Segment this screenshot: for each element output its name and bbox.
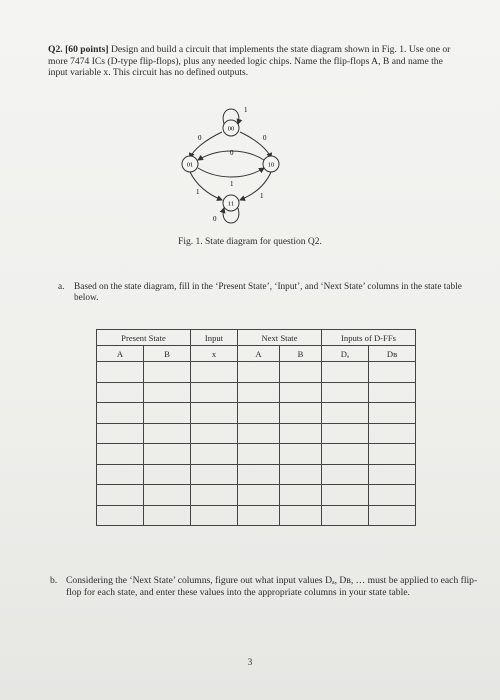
table-cell bbox=[369, 362, 416, 383]
table-cell bbox=[322, 444, 369, 465]
table-subheader-row bbox=[97, 346, 416, 362]
part-b-label: b. bbox=[50, 575, 58, 586]
table-cell bbox=[322, 423, 369, 444]
table-cell bbox=[369, 505, 416, 526]
table-cell bbox=[97, 423, 144, 444]
table-cell bbox=[369, 403, 416, 424]
label-e10-11: 1 bbox=[260, 192, 264, 200]
question-number: Q2. bbox=[48, 44, 63, 55]
state-node-11 bbox=[223, 195, 239, 211]
table-cell bbox=[322, 485, 369, 506]
table-row bbox=[97, 362, 416, 383]
label-e01-10: 1 bbox=[230, 180, 234, 188]
figure-caption: Fig. 1. State diagram for question Q2. bbox=[178, 237, 322, 247]
table-row bbox=[97, 382, 416, 403]
table-cell bbox=[322, 382, 369, 403]
table-cell bbox=[280, 403, 322, 424]
state-node-00 bbox=[223, 120, 239, 136]
table-cell bbox=[369, 382, 416, 403]
state-diagram bbox=[160, 100, 310, 230]
question-points: [60 points] bbox=[65, 44, 109, 55]
table-cell bbox=[238, 485, 280, 506]
label-e00-10: 0 bbox=[263, 134, 267, 142]
part-b-text: Considering the ‘Next State’ columns, figure out what input values Dₐ, Dʙ, … must be applied to each flip-flop for each state, and enter these values into the appropriate columns in your state table. bbox=[66, 575, 478, 598]
subheader-db: Dʙ bbox=[369, 346, 416, 362]
table-cell bbox=[280, 423, 322, 444]
subheader-next-a: A bbox=[238, 346, 280, 362]
state-node-01 bbox=[182, 156, 198, 172]
question-text: Design and build a circuit that implements the state diagram shown in Fig. 1. Use one or more 7474 ICs (D-type flip-flops), plus any needed logic chips. Name the flip-flops A, B and name the input variable x. This circuit has no defined outputs. bbox=[48, 44, 451, 78]
table-cell bbox=[144, 382, 191, 403]
table-cell bbox=[280, 444, 322, 465]
table-cell bbox=[191, 505, 238, 526]
table-cell bbox=[191, 403, 238, 424]
svg-text:10: 10 bbox=[267, 161, 275, 169]
subheader-da: Dₐ bbox=[322, 346, 369, 362]
table-cell bbox=[191, 382, 238, 403]
label-loop-00: 1 bbox=[244, 106, 248, 114]
table-cell bbox=[369, 444, 416, 465]
table-header-row bbox=[97, 330, 416, 346]
table-cell bbox=[191, 464, 238, 485]
header-inputs-dff: Inputs of D-FFs bbox=[322, 330, 416, 346]
table-cell bbox=[280, 464, 322, 485]
table-row bbox=[97, 464, 416, 485]
table-cell bbox=[97, 444, 144, 465]
header-present-state: Present State bbox=[97, 330, 191, 346]
table-cell bbox=[97, 403, 144, 424]
table-cell bbox=[322, 403, 369, 424]
subheader-x: x bbox=[191, 346, 238, 362]
table-cell bbox=[238, 505, 280, 526]
header-input: Input bbox=[191, 330, 238, 346]
svg-text:01: 01 bbox=[186, 161, 194, 169]
part-b bbox=[50, 575, 480, 598]
table-cell bbox=[238, 382, 280, 403]
table-cell bbox=[191, 444, 238, 465]
table-cell bbox=[280, 362, 322, 383]
table-cell bbox=[280, 505, 322, 526]
header-next-state: Next State bbox=[238, 330, 322, 346]
table-cell bbox=[238, 444, 280, 465]
table-cell bbox=[280, 382, 322, 403]
table-cell bbox=[97, 362, 144, 383]
table-cell bbox=[144, 423, 191, 444]
table-cell bbox=[369, 464, 416, 485]
edge-01-11 bbox=[190, 172, 222, 200]
table-cell bbox=[144, 444, 191, 465]
table-cell bbox=[322, 362, 369, 383]
table-cell bbox=[97, 382, 144, 403]
subheader-b: B bbox=[144, 346, 191, 362]
table-cell bbox=[97, 485, 144, 506]
table-cell bbox=[238, 403, 280, 424]
table-cell bbox=[144, 505, 191, 526]
table-cell bbox=[144, 362, 191, 383]
table-cell bbox=[280, 485, 322, 506]
table-cell bbox=[191, 362, 238, 383]
edge-00-01 bbox=[190, 132, 222, 158]
edge-01-10 bbox=[198, 168, 264, 177]
table-cell bbox=[238, 423, 280, 444]
part-a bbox=[58, 282, 468, 304]
table-cell bbox=[238, 362, 280, 383]
table-row bbox=[97, 423, 416, 444]
label-e01-11: 1 bbox=[196, 188, 200, 196]
page-number: 3 bbox=[247, 657, 253, 667]
table-cell bbox=[238, 464, 280, 485]
table-cell bbox=[322, 505, 369, 526]
label-loop-11: 0 bbox=[213, 215, 217, 223]
label-e00-01: 0 bbox=[198, 134, 202, 142]
subheader-a: A bbox=[97, 346, 144, 362]
table-cell bbox=[144, 485, 191, 506]
table-cell bbox=[144, 403, 191, 424]
state-table bbox=[96, 329, 416, 526]
table-cell bbox=[97, 505, 144, 526]
table-row bbox=[97, 403, 416, 424]
question-header bbox=[48, 44, 458, 79]
table-row bbox=[97, 505, 416, 526]
table-cell bbox=[144, 464, 191, 485]
table-cell bbox=[97, 464, 144, 485]
table-cell bbox=[322, 464, 369, 485]
table-row bbox=[97, 444, 416, 465]
state-node-10 bbox=[263, 156, 279, 172]
table-cell bbox=[191, 423, 238, 444]
part-a-label: a. bbox=[58, 282, 65, 292]
table-row bbox=[97, 485, 416, 506]
table-cell bbox=[369, 485, 416, 506]
table-cell bbox=[191, 485, 238, 506]
part-a-text: Based on the state diagram, fill in the ‘Present State’, ‘Input’, and ‘Next State’ columns in the state table below. bbox=[74, 282, 462, 303]
svg-text:00: 00 bbox=[227, 125, 235, 133]
table-cell bbox=[369, 423, 416, 444]
subheader-next-b: B bbox=[280, 346, 322, 362]
svg-text:11: 11 bbox=[227, 200, 235, 208]
label-e10-01: 0 bbox=[230, 149, 234, 157]
